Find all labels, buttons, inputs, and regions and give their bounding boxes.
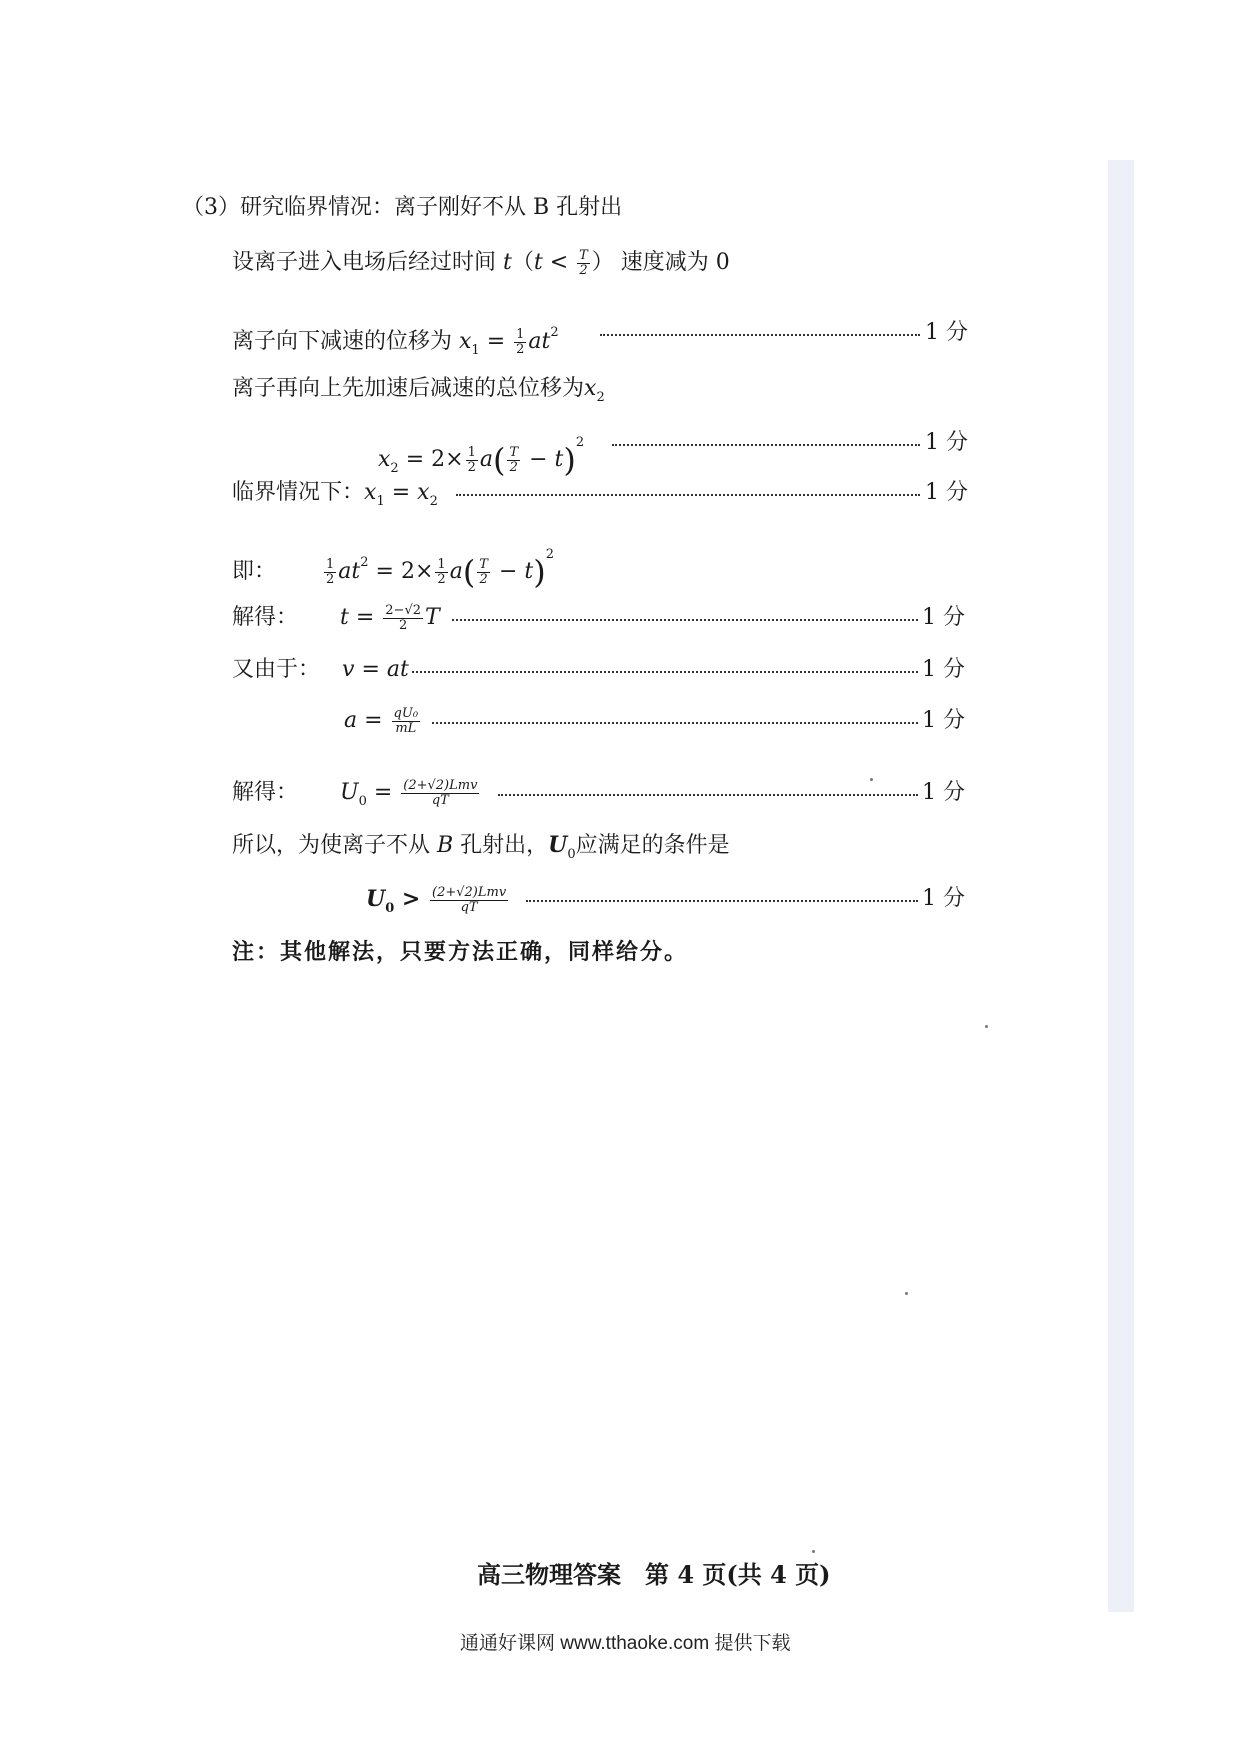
ie-frac2-den: 2 xyxy=(437,571,446,587)
x2-eq: = 2× xyxy=(398,447,464,472)
v-line xyxy=(232,655,409,685)
x2-score: 1 分 xyxy=(925,430,968,455)
therefore-sub: 0 xyxy=(567,847,576,862)
solve-u-frac-num: (2+√2)Lmv xyxy=(403,777,478,793)
ie-fraction3 xyxy=(477,558,490,587)
x2-paren-open: ( xyxy=(492,441,506,479)
therefore-line xyxy=(232,830,730,870)
x2-formula xyxy=(378,428,584,484)
ie-a: a xyxy=(449,559,463,584)
x1-line xyxy=(232,318,559,366)
x1-lhs: x xyxy=(459,329,472,354)
solve-u-frac-den: qT xyxy=(431,792,449,808)
solve-t-score: 1 分 xyxy=(922,605,965,630)
critical-leader-dots xyxy=(456,494,920,496)
page-footer: 高三物理答案 第 4 页(共 4 页) xyxy=(477,1560,831,1589)
x1-score: 1 分 xyxy=(925,320,968,345)
x2-intro-var: x xyxy=(584,376,597,401)
assume-t2: t xyxy=(533,250,543,275)
x1-label: 离子向下减速的位移为 xyxy=(232,329,459,354)
assume-frac-den: 2 xyxy=(579,262,588,278)
ie-paren-open: ( xyxy=(462,553,476,591)
solve-t-leader-dots xyxy=(452,619,918,621)
x2-intro-line xyxy=(232,374,605,413)
critical-sub1: 1 xyxy=(376,494,385,509)
v-score: 1 分 xyxy=(922,657,965,682)
ie-fraction2 xyxy=(435,558,447,587)
ie-sup2: 2 xyxy=(545,547,554,562)
x2-paren-close: ) xyxy=(563,441,576,479)
therefore-mid: 孔射出， xyxy=(453,833,549,858)
x2-intro-label: 离子再向上先加速后减速的总位移为 xyxy=(232,376,585,401)
x1-frac-num: 1 xyxy=(516,326,525,342)
critical-lhs: x xyxy=(364,480,377,505)
scan-speck xyxy=(905,1292,908,1295)
x2-frac2-den: 2 xyxy=(509,459,518,475)
solve-t-frac-num: 2−√2 xyxy=(385,602,421,618)
assume-post: 速度减为 0 xyxy=(613,250,730,275)
ie-frac3-num: T xyxy=(479,556,488,572)
solve-u-line xyxy=(232,778,481,817)
final-score: 1 分 xyxy=(922,886,965,911)
critical-eq: = xyxy=(384,480,418,505)
solve-t-frac-den: 2 xyxy=(399,617,408,633)
x2-a: a xyxy=(479,447,493,472)
ie-eq: = 2× xyxy=(368,559,434,584)
x1-body: at xyxy=(528,329,551,354)
solve-t-line xyxy=(232,603,440,633)
v-label: 又由于： xyxy=(232,657,321,682)
ie-paren-close: ) xyxy=(533,553,546,591)
ie-label: 即： xyxy=(232,559,277,584)
x1-sup: 2 xyxy=(550,325,559,340)
x2-frac-num: 1 xyxy=(467,444,476,460)
solve-t-fraction xyxy=(383,604,423,633)
final-frac-den: qT xyxy=(460,899,478,915)
therefore-pre: 所以，为使离子不从 xyxy=(232,833,437,858)
ie-sup: 2 xyxy=(360,555,369,570)
final-fraction xyxy=(430,886,508,915)
therefore-u: U xyxy=(548,832,568,858)
download-watermark: 通通好课网 www.tthaoke.com 提供下载 xyxy=(460,1633,791,1654)
ie-frac-den: 2 xyxy=(326,571,335,587)
solve-u-fraction xyxy=(401,779,479,808)
x2-sup: 2 xyxy=(575,435,585,450)
solve-u-score: 1 分 xyxy=(922,780,965,805)
critical-rhs: x xyxy=(417,480,430,505)
assume-pre: 设离子进入电场后经过时间 xyxy=(232,250,503,275)
ie-minus: − t xyxy=(491,559,534,584)
critical-label: 临界情况下： xyxy=(232,480,365,505)
critical-line xyxy=(232,478,438,517)
final-lhs: U xyxy=(366,886,386,912)
a-score: 1 分 xyxy=(922,708,965,733)
section-intro: （3）研究临界情况：离子刚好不从 B 孔射出 xyxy=(182,195,623,220)
scan-speck xyxy=(812,1550,815,1553)
scan-speck xyxy=(870,778,873,781)
assume-lt: < xyxy=(542,250,576,275)
x2-leader-dots xyxy=(612,444,920,446)
v-expr: v = at xyxy=(342,657,409,682)
therefore-post: 应满足的条件是 xyxy=(575,833,730,858)
final-line xyxy=(366,884,510,924)
a-line xyxy=(344,706,422,736)
x2-frac2-num: T xyxy=(509,444,519,460)
x1-sub: 1 xyxy=(471,343,480,358)
ie-frac3-den: 2 xyxy=(479,571,488,587)
scan-speck xyxy=(985,1025,988,1028)
ie-frac2-num: 1 xyxy=(437,556,446,572)
solve-u-leader-dots xyxy=(498,794,918,796)
a-frac-num: qU₀ xyxy=(393,705,419,721)
x2-lhs: x xyxy=(378,447,391,472)
critical-score: 1 分 xyxy=(925,480,968,505)
x2-intro-sub: 2 xyxy=(596,390,605,405)
x2-sub: 2 xyxy=(390,461,399,476)
assume-fraction xyxy=(577,249,590,278)
solve-u-lhs: U xyxy=(340,780,359,805)
critical-sub2: 2 xyxy=(429,494,438,509)
assume-line xyxy=(232,248,730,278)
solve-t-lhs: t = xyxy=(340,605,382,630)
ie-body: at xyxy=(338,559,361,584)
v-leader-dots xyxy=(412,671,918,673)
grading-note: 注：其他解法，只要方法正确，同样给分。 xyxy=(232,939,689,965)
assume-frac-num: T xyxy=(579,247,588,263)
x1-leader-dots xyxy=(600,334,920,336)
therefore-b: B xyxy=(437,833,454,858)
a-fraction xyxy=(392,707,421,736)
assume-paren-close: ） xyxy=(591,250,614,275)
final-frac-num: (2+√2)Lmv xyxy=(432,884,507,900)
x2-frac-den: 2 xyxy=(467,459,476,475)
solve-t-tail: T xyxy=(425,605,440,630)
solve-t-label: 解得： xyxy=(232,605,299,630)
assume-paren-open: （ xyxy=(511,250,534,275)
scan-side-band xyxy=(1108,160,1134,1612)
ie-fraction xyxy=(324,558,336,587)
final-sub: 0 xyxy=(385,901,395,916)
ie-frac-num: 1 xyxy=(326,556,335,572)
solve-u-eq: = xyxy=(366,780,400,805)
x1-fraction xyxy=(514,328,526,357)
solve-u-sub: 0 xyxy=(358,794,367,809)
x1-eq: = xyxy=(479,329,513,354)
ie-line xyxy=(232,540,554,591)
x1-frac-den: 2 xyxy=(516,341,525,357)
solve-u-label: 解得： xyxy=(232,780,299,805)
final-leader-dots xyxy=(526,900,918,902)
assume-t: t xyxy=(503,250,512,275)
a-lhs: a = xyxy=(344,708,390,733)
x2-fraction2 xyxy=(507,446,520,475)
a-frac-den: mL xyxy=(395,720,417,736)
x2-minus: − t xyxy=(522,447,564,472)
final-gt: > xyxy=(394,886,428,912)
x2-fraction xyxy=(466,446,478,475)
a-leader-dots xyxy=(432,722,918,724)
